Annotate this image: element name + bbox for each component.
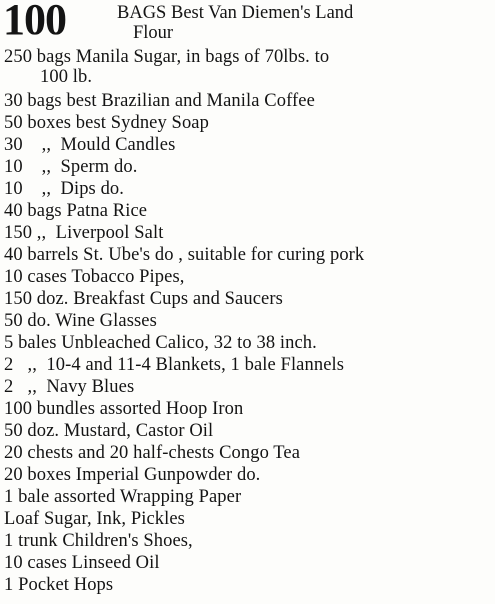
list-item: 50 boxes best Sydney Soap xyxy=(4,113,209,133)
advert-number: 100 xyxy=(3,0,66,44)
list-item: 10 ,, Sperm do. xyxy=(4,157,138,177)
list-item: 1 bale assorted Wrapping Paper xyxy=(4,487,242,507)
list-item: 40 bags Patna Rice xyxy=(4,201,148,221)
list-item: 20 boxes Imperial Gunpowder do. xyxy=(4,465,261,485)
list-item: 150 doz. Breakfast Cups and Saucers xyxy=(4,289,283,309)
list-item: 250 bags Manila Sugar, in bags of 70lbs. to xyxy=(4,47,330,67)
list-item: 10 cases Tobacco Pipes, xyxy=(4,267,185,287)
list-item: 20 chests and 20 half-chests Congo Tea xyxy=(4,443,301,463)
advert-heading-continuation: Flour xyxy=(133,23,174,43)
list-item: 30 ,, Mould Candles xyxy=(4,135,176,155)
list-item: 50 do. Wine Glasses xyxy=(4,311,157,331)
list-item: 10 ,, Dips do. xyxy=(4,179,124,199)
list-item: Loaf Sugar, Ink, Pickles xyxy=(4,509,185,529)
list-item: 1 trunk Children's Shoes, xyxy=(4,531,193,551)
list-item: 150 ,, Liverpool Salt xyxy=(4,223,164,243)
list-item: 5 bales Unbleached Calico, 32 to 38 inch. xyxy=(4,333,317,353)
list-item: 30 bags best Brazilian and Manila Coffee xyxy=(4,91,315,111)
list-item: 2 ,, 10-4 and 11-4 Blankets, 1 bale Flannels xyxy=(4,355,345,375)
list-item: 10 cases Linseed Oil xyxy=(4,553,160,573)
list-item: 100 bundles assorted Hoop Iron xyxy=(4,399,244,419)
list-item: 50 doz. Mustard, Castor Oil xyxy=(4,421,214,441)
list-item: 1 Pocket Hops xyxy=(4,575,114,595)
advert-heading: BAGS Best Van Diemen's Land xyxy=(117,3,354,23)
list-item: 40 barrels St. Ube's do , suitable for curing pork xyxy=(4,245,365,265)
list-item: 2 ,, Navy Blues xyxy=(4,377,135,397)
list-item: 100 lb. xyxy=(40,67,93,87)
